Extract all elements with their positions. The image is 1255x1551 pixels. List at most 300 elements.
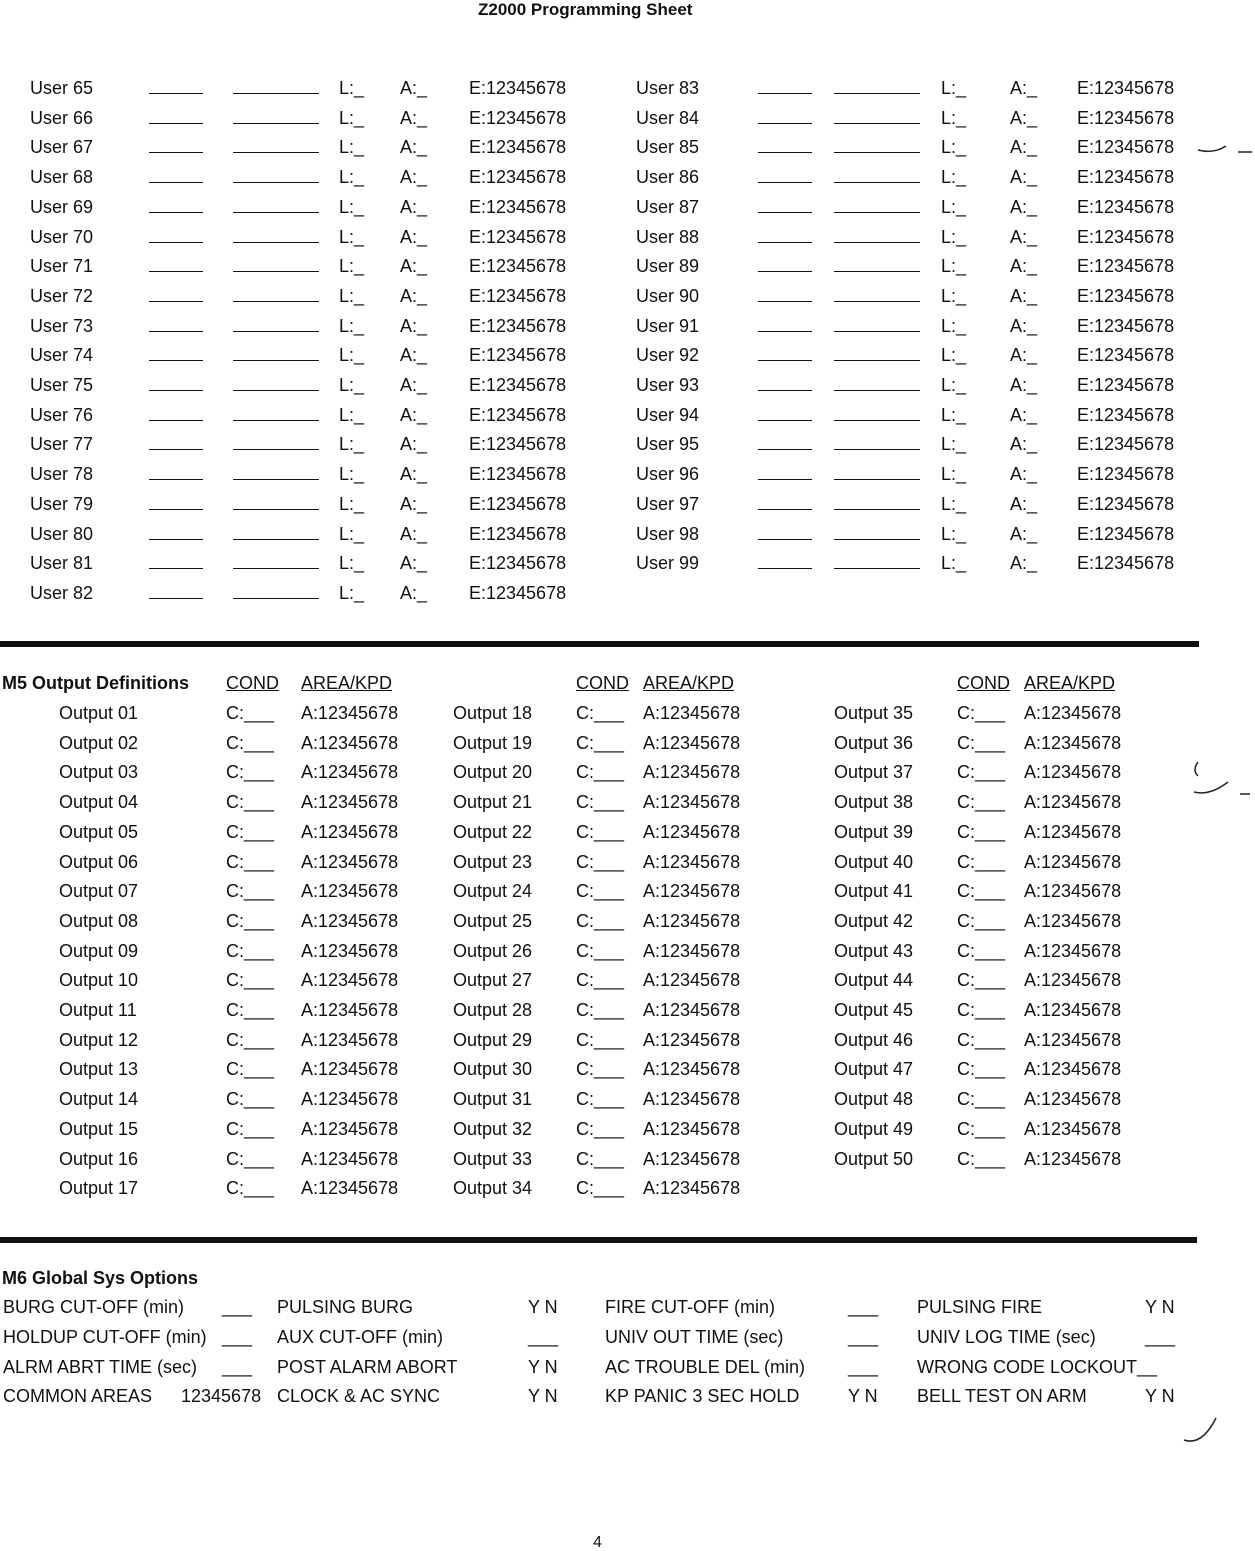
user-name-blank[interactable] [233, 598, 319, 599]
output-label: Output 03 [59, 762, 139, 783]
user-code-blank[interactable] [758, 568, 812, 569]
user-enable-field: E:12345678 [1077, 226, 1175, 247]
output-cond-field: C:___ [576, 792, 625, 813]
user-code-blank[interactable] [149, 93, 203, 94]
user-enable-field: E:12345678 [469, 404, 567, 425]
user-code-blank[interactable] [149, 449, 203, 450]
user-area-field: A:_ [1010, 196, 1038, 217]
user-enable-field: E:12345678 [1077, 493, 1175, 514]
output-cond-field: C:___ [576, 1148, 625, 1169]
global-option-value: Y N [1145, 1386, 1175, 1407]
user-area-field: A:_ [400, 345, 428, 366]
output-cond-field: C:___ [226, 1089, 275, 1110]
output-area-field: A:12345678 [643, 1148, 741, 1169]
user-name-blank[interactable] [233, 242, 319, 243]
output-label: Output 05 [59, 821, 139, 842]
global-option-label: HOLDUP CUT-OFF (min) [3, 1326, 207, 1347]
user-label: User 81 [30, 553, 94, 574]
output-cond-field: C:___ [576, 703, 625, 723]
user-lock-field: L:_ [339, 404, 365, 425]
user-name-blank[interactable] [233, 93, 319, 94]
global-option-value: ___ [848, 1297, 879, 1317]
user-area-field: A:_ [1010, 375, 1038, 395]
cond-header: COND [226, 673, 279, 693]
section-divider [0, 641, 1199, 647]
user-code-blank[interactable] [149, 242, 203, 243]
user-label: User 82 [30, 582, 94, 603]
output-label: Output 44 [834, 970, 914, 991]
user-code-blank[interactable] [758, 271, 812, 272]
output-area-field: A:12345678 [301, 1029, 399, 1050]
user-code-blank[interactable] [149, 539, 203, 540]
output-area-field: A:12345678 [1024, 940, 1122, 961]
user-enable-field: E:12345678 [469, 464, 567, 485]
output-label: Output 38 [834, 792, 914, 813]
global-option-label: UNIV OUT TIME (sec) [605, 1326, 784, 1347]
user-label: User 69 [30, 196, 94, 217]
global-option-label: BURG CUT-OFF (min) [3, 1297, 184, 1317]
output-area-field: A:12345678 [301, 703, 399, 723]
global-option-value: Y N [1145, 1297, 1175, 1317]
global-option-label: UNIV LOG TIME (sec) [917, 1326, 1096, 1347]
output-cond-field: C:___ [957, 792, 1006, 813]
user-enable-field: E:12345678 [469, 375, 567, 395]
user-name-blank[interactable] [834, 152, 920, 153]
output-cond-field: C:___ [957, 910, 1006, 931]
user-area-field: A:_ [400, 137, 428, 158]
user-area-field: A:_ [1010, 464, 1038, 485]
output-cond-field: C:___ [957, 762, 1006, 783]
output-cond-field: C:___ [576, 881, 625, 902]
output-area-field: A:12345678 [301, 821, 399, 842]
user-code-blank[interactable] [149, 420, 203, 421]
user-name-blank[interactable] [233, 152, 319, 153]
global-option-value: Y N [528, 1356, 558, 1377]
user-name-blank[interactable] [233, 123, 319, 124]
output-cond-field: C:___ [226, 910, 275, 931]
user-code-blank[interactable] [758, 509, 812, 510]
user-enable-field: E:12345678 [469, 167, 567, 188]
user-name-blank[interactable] [233, 509, 319, 510]
output-label: Output 41 [834, 881, 914, 902]
user-enable-field: E:12345678 [469, 226, 567, 247]
user-enable-field: E:12345678 [1077, 523, 1175, 544]
user-name-blank[interactable] [233, 420, 319, 421]
global-option-label: COMMON AREAS [3, 1386, 153, 1407]
output-label: Output 31 [453, 1089, 533, 1110]
user-code-blank[interactable] [758, 449, 812, 450]
output-cond-field: C:___ [226, 881, 275, 902]
user-name-blank[interactable] [233, 449, 319, 450]
user-area-field: A:_ [400, 315, 428, 336]
output-area-field: A:12345678 [1024, 732, 1122, 753]
user-enable-field: E:12345678 [469, 315, 567, 336]
user-area-field: A:_ [1010, 493, 1038, 514]
user-code-blank[interactable] [758, 301, 812, 302]
output-label: Output 08 [59, 910, 139, 931]
user-lock-field: L:_ [941, 345, 967, 366]
user-code-blank[interactable] [149, 182, 203, 183]
output-cond-field: C:___ [576, 940, 625, 961]
output-cond-field: C:___ [226, 1118, 275, 1139]
user-name-blank[interactable] [834, 360, 920, 361]
output-area-field: A:12345678 [643, 703, 741, 723]
global-option-label: PULSING BURG [277, 1297, 414, 1317]
user-enable-field: E:12345678 [469, 434, 567, 455]
output-label: Output 48 [834, 1089, 914, 1110]
user-enable-field: E:12345678 [1077, 434, 1175, 455]
user-label: User 79 [30, 493, 94, 514]
output-label: Output 18 [453, 703, 533, 723]
user-area-field: A:_ [400, 582, 428, 603]
output-cond-field: C:___ [957, 970, 1006, 991]
user-label: User 66 [30, 107, 94, 128]
user-code-blank[interactable] [149, 152, 203, 153]
user-enable-field: E:12345678 [1077, 107, 1175, 128]
pen-mark-3 [1180, 1412, 1240, 1446]
user-label: User 76 [30, 404, 94, 425]
user-code-blank[interactable] [758, 390, 812, 391]
output-area-field: A:12345678 [1024, 821, 1122, 842]
user-area-field: A:_ [1010, 345, 1038, 366]
user-label: User 68 [30, 167, 94, 188]
output-label: Output 20 [453, 762, 533, 783]
user-code-blank[interactable] [149, 598, 203, 599]
output-area-field: A:12345678 [1024, 1000, 1122, 1020]
user-name-blank[interactable] [233, 390, 319, 391]
output-area-field: A:12345678 [643, 851, 741, 872]
output-cond-field: C:___ [576, 1178, 625, 1199]
global-option-value: ___ [222, 1356, 253, 1377]
user-name-blank[interactable] [834, 449, 920, 450]
user-label: User 96 [636, 464, 700, 485]
output-area-field: A:12345678 [1024, 1089, 1122, 1110]
user-code-blank[interactable] [149, 212, 203, 213]
output-cond-field: C:___ [576, 1029, 625, 1050]
user-label: User 75 [30, 375, 94, 395]
pen-mark-1 [1196, 138, 1255, 158]
user-code-blank[interactable] [758, 539, 812, 540]
output-area-field: A:12345678 [301, 940, 399, 961]
user-area-field: A:_ [400, 78, 428, 98]
output-area-field: A:12345678 [643, 762, 741, 783]
user-lock-field: L:_ [339, 523, 365, 544]
user-label: User 95 [636, 434, 700, 455]
output-cond-field: C:___ [576, 1000, 625, 1020]
output-area-field: A:12345678 [643, 1089, 741, 1110]
global-option-label: WRONG CODE LOCKOUT__ [917, 1356, 1158, 1377]
user-area-field: A:_ [400, 375, 428, 395]
user-enable-field: E:12345678 [1077, 137, 1175, 158]
output-area-field: A:12345678 [301, 792, 399, 813]
area-kpd-header: AREA/KPD [643, 673, 735, 693]
page-number: 4 [593, 1534, 602, 1551]
user-lock-field: L:_ [941, 553, 967, 574]
user-name-blank[interactable] [834, 539, 920, 540]
user-lock-field: L:_ [941, 523, 967, 544]
output-area-field: A:12345678 [301, 970, 399, 991]
global-option-value: ___ [528, 1326, 559, 1347]
user-enable-field: E:12345678 [469, 553, 567, 574]
user-lock-field: L:_ [339, 256, 365, 277]
user-name-blank[interactable] [233, 479, 319, 480]
user-area-field: A:_ [400, 107, 428, 128]
output-area-field: A:12345678 [301, 1178, 399, 1199]
output-area-field: A:12345678 [301, 881, 399, 902]
output-cond-field: C:___ [226, 762, 275, 783]
user-name-blank[interactable] [834, 93, 920, 94]
output-label: Output 17 [59, 1178, 139, 1199]
user-enable-field: E:12345678 [469, 523, 567, 544]
user-enable-field: E:12345678 [469, 493, 567, 514]
user-lock-field: L:_ [339, 582, 365, 603]
user-label: User 73 [30, 315, 94, 336]
user-enable-field: E:12345678 [469, 78, 567, 98]
user-name-blank[interactable] [233, 568, 319, 569]
user-name-blank[interactable] [233, 212, 319, 213]
user-label: User 72 [30, 285, 94, 306]
user-lock-field: L:_ [339, 553, 365, 574]
user-label: User 80 [30, 523, 94, 544]
global-option-value: Y N [528, 1386, 558, 1407]
output-area-field: A:12345678 [1024, 1029, 1122, 1050]
user-name-blank[interactable] [834, 123, 920, 124]
user-enable-field: E:12345678 [1077, 553, 1175, 574]
output-area-field: A:12345678 [643, 732, 741, 753]
output-area-field: A:12345678 [301, 1089, 399, 1110]
output-cond-field: C:___ [226, 1148, 275, 1169]
area-kpd-header: AREA/KPD [301, 673, 393, 693]
output-label: Output 49 [834, 1118, 914, 1139]
user-name-blank[interactable] [233, 360, 319, 361]
user-name-blank[interactable] [834, 301, 920, 302]
user-name-blank[interactable] [233, 301, 319, 302]
output-cond-field: C:___ [226, 821, 275, 842]
output-label: Output 33 [453, 1148, 533, 1169]
user-code-blank[interactable] [758, 420, 812, 421]
user-label: User 71 [30, 256, 94, 277]
user-code-blank[interactable] [758, 360, 812, 361]
user-code-blank[interactable] [758, 182, 812, 183]
user-enable-field: E:12345678 [469, 345, 567, 366]
global-option-label: BELL TEST ON ARM [917, 1386, 1087, 1407]
user-enable-field: E:12345678 [1077, 285, 1175, 306]
user-lock-field: L:_ [941, 315, 967, 336]
output-cond-field: C:___ [957, 1148, 1006, 1169]
user-name-blank[interactable] [233, 331, 319, 332]
output-area-field: A:12345678 [1024, 970, 1122, 991]
output-label: Output 13 [59, 1059, 139, 1080]
user-lock-field: L:_ [941, 78, 967, 98]
global-option-value: ___ [848, 1356, 879, 1377]
user-code-blank[interactable] [758, 331, 812, 332]
user-enable-field: E:12345678 [469, 137, 567, 158]
user-lock-field: L:_ [339, 78, 365, 98]
output-cond-field: C:___ [576, 970, 625, 991]
output-cond-field: C:___ [576, 910, 625, 931]
output-cond-field: C:___ [226, 851, 275, 872]
user-label: User 93 [636, 375, 700, 395]
user-lock-field: L:_ [339, 137, 365, 158]
output-label: Output 09 [59, 940, 139, 961]
user-label: User 91 [636, 315, 700, 336]
output-area-field: A:12345678 [301, 1148, 399, 1169]
output-cond-field: C:___ [957, 940, 1006, 961]
user-label: User 90 [636, 285, 700, 306]
user-label: User 98 [636, 523, 700, 544]
output-area-field: A:12345678 [301, 910, 399, 931]
output-label: Output 27 [453, 970, 533, 991]
user-name-blank[interactable] [834, 212, 920, 213]
output-cond-field: C:___ [226, 1000, 275, 1020]
output-label: Output 28 [453, 1000, 533, 1020]
user-name-blank[interactable] [233, 539, 319, 540]
user-code-blank[interactable] [758, 479, 812, 480]
user-lock-field: L:_ [339, 434, 365, 455]
output-cond-field: C:___ [576, 762, 625, 783]
user-enable-field: E:12345678 [469, 256, 567, 277]
user-enable-field: E:12345678 [1077, 315, 1175, 336]
output-area-field: A:12345678 [643, 970, 741, 991]
user-code-blank[interactable] [149, 390, 203, 391]
user-lock-field: L:_ [339, 345, 365, 366]
global-section-title: M6 Global Sys Options [2, 1268, 199, 1288]
output-label: Output 01 [59, 703, 139, 723]
output-label: Output 15 [59, 1118, 139, 1139]
user-area-field: A:_ [1010, 167, 1038, 188]
global-option-value: ___ [1145, 1326, 1176, 1347]
pen-mark-2 [1190, 760, 1254, 804]
user-name-blank[interactable] [834, 479, 920, 480]
user-name-blank[interactable] [834, 182, 920, 183]
user-code-blank[interactable] [149, 479, 203, 480]
output-label: Output 46 [834, 1029, 914, 1050]
user-area-field: A:_ [400, 493, 428, 514]
output-area-field: A:12345678 [643, 1059, 741, 1080]
output-label: Output 02 [59, 732, 139, 753]
user-lock-field: L:_ [339, 107, 365, 128]
output-cond-field: C:___ [957, 1089, 1006, 1110]
user-code-blank[interactable] [758, 212, 812, 213]
user-lock-field: L:_ [339, 375, 365, 395]
user-lock-field: L:_ [339, 315, 365, 336]
global-option-label: KP PANIC 3 SEC HOLD [605, 1386, 800, 1407]
user-name-blank[interactable] [834, 271, 920, 272]
user-name-blank[interactable] [834, 509, 920, 510]
output-cond-field: C:___ [957, 732, 1006, 753]
output-cond-field: C:___ [226, 940, 275, 961]
user-name-blank[interactable] [233, 182, 319, 183]
user-code-blank[interactable] [149, 123, 203, 124]
user-enable-field: E:12345678 [1077, 256, 1175, 277]
global-option-value: ___ [848, 1326, 879, 1347]
user-name-blank[interactable] [834, 242, 920, 243]
user-lock-field: L:_ [941, 434, 967, 455]
user-label: User 92 [636, 345, 700, 366]
output-cond-field: C:___ [226, 970, 275, 991]
output-area-field: A:12345678 [301, 1000, 399, 1020]
user-enable-field: E:12345678 [469, 107, 567, 128]
user-code-blank[interactable] [149, 271, 203, 272]
output-area-field: A:12345678 [1024, 703, 1122, 723]
global-option-label: AUX CUT-OFF (min) [277, 1326, 443, 1347]
user-lock-field: L:_ [339, 285, 365, 306]
output-area-field: A:12345678 [1024, 1118, 1122, 1139]
user-name-blank[interactable] [834, 331, 920, 332]
user-name-blank[interactable] [834, 420, 920, 421]
user-code-blank[interactable] [149, 331, 203, 332]
user-lock-field: L:_ [941, 404, 967, 425]
user-code-blank[interactable] [758, 93, 812, 94]
user-area-field: A:_ [1010, 256, 1038, 277]
output-label: Output 30 [453, 1059, 533, 1080]
output-cond-field: C:___ [576, 1059, 625, 1080]
user-lock-field: L:_ [339, 226, 365, 247]
user-name-blank[interactable] [834, 390, 920, 391]
user-enable-field: E:12345678 [1077, 345, 1175, 366]
global-option-label: FIRE CUT-OFF (min) [605, 1297, 775, 1317]
cond-header: COND [576, 673, 629, 693]
output-area-field: A:12345678 [301, 762, 399, 783]
user-code-blank[interactable] [758, 152, 812, 153]
user-code-blank[interactable] [149, 360, 203, 361]
output-label: Output 50 [834, 1148, 914, 1169]
user-lock-field: L:_ [339, 167, 365, 188]
user-lock-field: L:_ [941, 196, 967, 217]
user-code-blank[interactable] [149, 509, 203, 510]
output-cond-field: C:___ [576, 821, 625, 842]
output-label: Output 40 [834, 851, 914, 872]
output-label: Output 36 [834, 732, 914, 753]
user-code-blank[interactable] [149, 568, 203, 569]
user-lock-field: L:_ [339, 464, 365, 485]
output-label: Output 42 [834, 910, 914, 931]
global-option-value: ___ [222, 1326, 253, 1347]
output-label: Output 16 [59, 1148, 139, 1169]
output-label: Output 11 [59, 1000, 137, 1020]
user-label: User 70 [30, 226, 94, 247]
user-code-blank[interactable] [758, 242, 812, 243]
user-enable-field: E:12345678 [1077, 404, 1175, 425]
output-area-field: A:12345678 [301, 851, 399, 872]
output-label: Output 06 [59, 851, 139, 872]
user-area-field: A:_ [1010, 553, 1038, 574]
global-option-label: POST ALARM ABORT [277, 1356, 458, 1377]
user-name-blank[interactable] [233, 271, 319, 272]
user-label: User 89 [636, 256, 700, 277]
user-lock-field: L:_ [941, 285, 967, 306]
user-enable-field: E:12345678 [1077, 375, 1175, 395]
user-area-field: A:_ [1010, 404, 1038, 425]
output-cond-field: C:___ [957, 1029, 1006, 1050]
output-cond-field: C:___ [226, 732, 275, 753]
output-area-field: A:12345678 [643, 821, 741, 842]
user-area-field: A:_ [400, 285, 428, 306]
user-area-field: A:_ [400, 464, 428, 485]
user-code-blank[interactable] [758, 123, 812, 124]
user-name-blank[interactable] [834, 568, 920, 569]
output-area-field: A:12345678 [643, 1029, 741, 1050]
global-option-value: 12345678 [181, 1386, 262, 1407]
user-lock-field: L:_ [941, 167, 967, 188]
output-label: Output 43 [834, 940, 914, 961]
output-label: Output 04 [59, 792, 139, 813]
output-cond-field: C:___ [957, 851, 1006, 872]
global-option-label: ALRM ABRT TIME (sec) [3, 1356, 198, 1377]
output-area-field: A:12345678 [1024, 1148, 1122, 1169]
user-label: User 88 [636, 226, 700, 247]
user-code-blank[interactable] [149, 301, 203, 302]
